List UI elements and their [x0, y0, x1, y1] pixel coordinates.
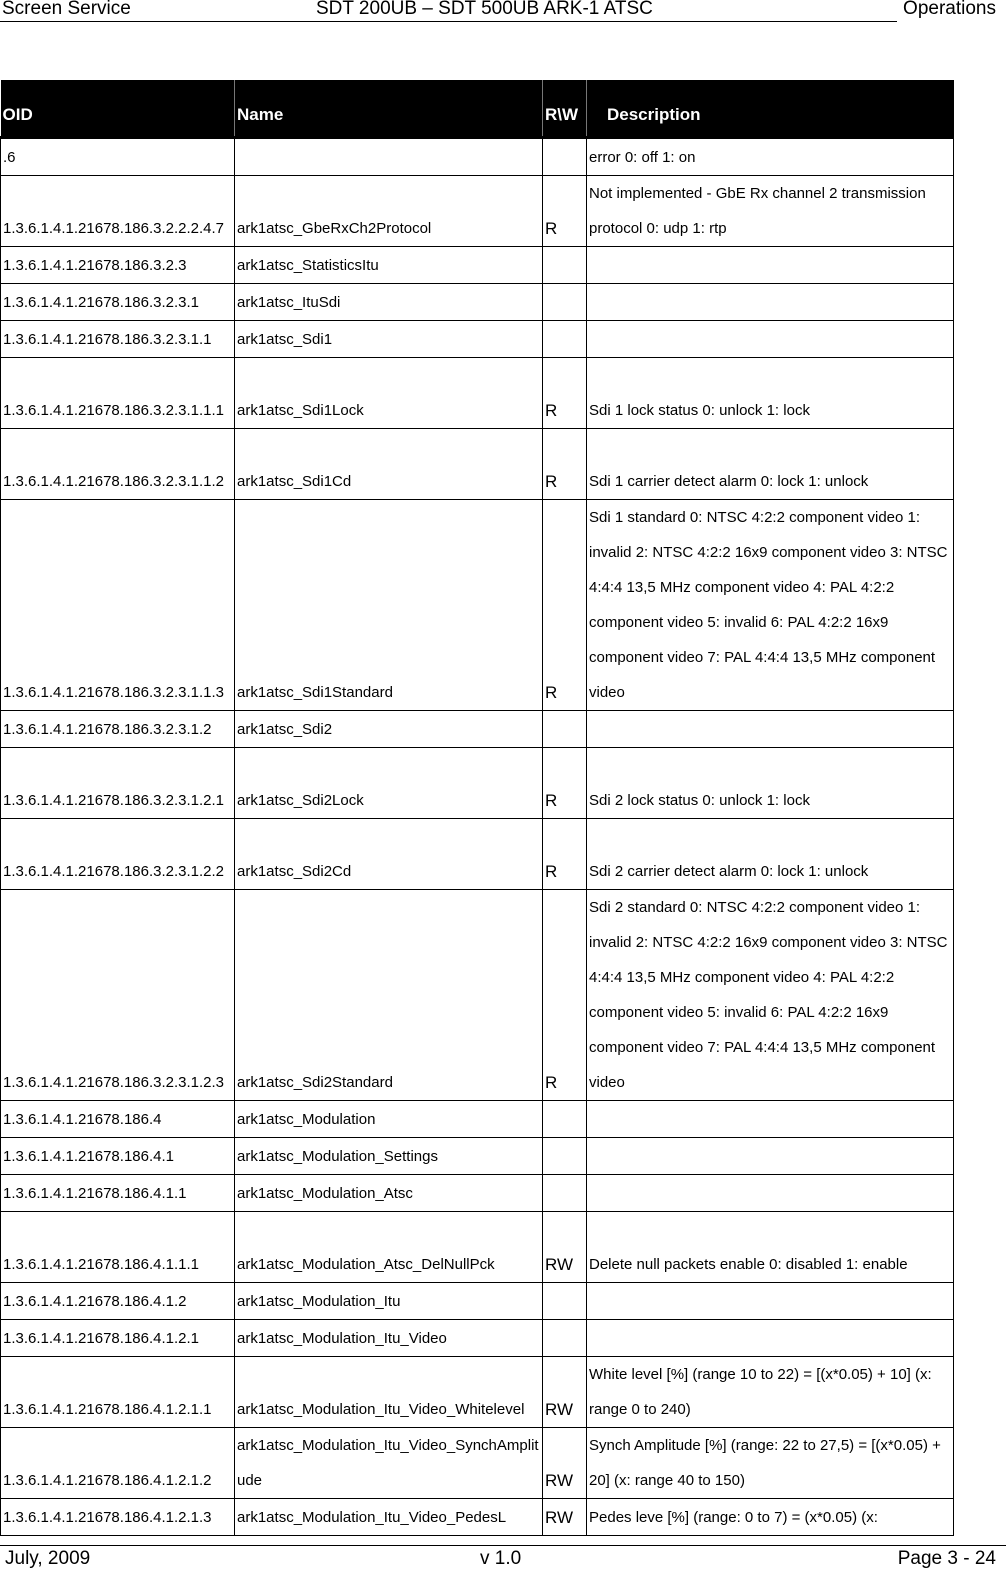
description-cell: Pedes leve [%] (range: 0 to 7) = (x*0.05) (x:	[587, 1499, 954, 1536]
table-row	[1, 1138, 954, 1175]
name-cell: ark1atsc_Modulation_Atsc	[235, 1175, 543, 1212]
table-row	[1, 1212, 954, 1283]
description-cell	[587, 711, 954, 748]
table-row	[1, 1428, 954, 1499]
rw-cell	[543, 321, 587, 358]
name-cell: ark1atsc_Modulation_Itu_Video	[235, 1320, 543, 1357]
description-cell	[587, 1175, 954, 1212]
oid-cell: 1.3.6.1.4.1.21678.186.3.2.2.2.4.7	[1, 176, 235, 247]
name-cell	[235, 138, 543, 176]
table-row	[1, 321, 954, 358]
rw-cell: R	[543, 176, 587, 247]
oid-cell: 1.3.6.1.4.1.21678.186.4.1	[1, 1138, 235, 1175]
table-row	[1, 890, 954, 1101]
table-row	[1, 358, 954, 429]
rw-cell	[543, 138, 587, 176]
column-header-description: Description	[587, 80, 954, 138]
oid-cell: 1.3.6.1.4.1.21678.186.4.1.2.1	[1, 1320, 235, 1357]
name-cell: ark1atsc_Sdi1	[235, 321, 543, 358]
description-cell	[587, 1138, 954, 1175]
oid-cell: 1.3.6.1.4.1.21678.186.4.1.2.1.1	[1, 1357, 235, 1428]
rw-cell	[543, 247, 587, 284]
header-left: Screen Service	[2, 0, 131, 19]
oid-cell: 1.3.6.1.4.1.21678.186.3.2.3.1.1	[1, 321, 235, 358]
column-header-name: Name	[235, 80, 543, 138]
description-cell: error 0: off 1: on	[587, 138, 954, 176]
oid-cell: 1.3.6.1.4.1.21678.186.3.2.3.1.2.1	[1, 748, 235, 819]
description-cell	[587, 1320, 954, 1357]
rw-cell: R	[543, 429, 587, 500]
description-cell: Synch Amplitude [%] (range: 22 to 27,5) = [(x*0.05) + 20] (x: range 40 to 150)	[587, 1428, 954, 1499]
description-cell: Sdi 1 carrier detect alarm 0: lock 1: unlock	[587, 429, 954, 500]
description-cell: White level [%] (range 10 to 22) = [(x*0.05) + 10] (x: range 0 to 240)	[587, 1357, 954, 1428]
table-row	[1, 284, 954, 321]
rw-cell	[543, 284, 587, 321]
footer-date: July, 2009	[5, 1548, 91, 1569]
name-cell: ark1atsc_Modulation_Itu_Video_SynchAmplitude	[235, 1428, 543, 1499]
description-cell: Sdi 2 standard 0: NTSC 4:2:2 component video 1: invalid 2: NTSC 4:2:2 16x9 component video 3: NTSC 4:4:4 13,5 MHz component video 4: PAL 4:2:2 component video 5: invalid 6: PAL 4:2:2 16x9 component video 7: PAL 4:4:4 13,5 MHz component video	[587, 890, 954, 1101]
description-cell: Delete null packets enable 0: disabled 1: enable	[587, 1212, 954, 1283]
oid-cell: 1.3.6.1.4.1.21678.186.3.2.3.1.1.3	[1, 500, 235, 711]
rw-cell: R	[543, 748, 587, 819]
description-cell: Not implemented - GbE Rx channel 2 transmission protocol 0: udp 1: rtp	[587, 176, 954, 247]
description-cell	[587, 321, 954, 358]
rw-cell: RW	[543, 1428, 587, 1499]
table-row	[1, 1175, 954, 1212]
footer-version: v 1.0	[480, 1548, 522, 1569]
table-row	[1, 711, 954, 748]
oid-cell: 1.3.6.1.4.1.21678.186.4.1.2.1.3	[1, 1499, 235, 1536]
name-cell: ark1atsc_Modulation_Itu	[235, 1283, 543, 1320]
table-row	[1, 176, 954, 247]
oid-cell: 1.3.6.1.4.1.21678.186.4.1.1	[1, 1175, 235, 1212]
description-cell: Sdi 1 standard 0: NTSC 4:2:2 component video 1: invalid 2: NTSC 4:2:2 16x9 component video 3: NTSC 4:4:4 13,5 MHz component video 4: PAL 4:2:2 component video 5: invalid 6: PAL 4:2:2 16x9 component video 7: PAL 4:4:4 13,5 MHz component video	[587, 500, 954, 711]
oid-cell: 1.3.6.1.4.1.21678.186.3.2.3.1.1.1	[1, 358, 235, 429]
name-cell: ark1atsc_Sdi1Standard	[235, 500, 543, 711]
rw-cell: R	[543, 890, 587, 1101]
description-cell	[587, 1283, 954, 1320]
name-cell: ark1atsc_StatisticsItu	[235, 247, 543, 284]
rw-cell	[543, 1320, 587, 1357]
header-right: Operations	[903, 0, 996, 19]
oid-cell: 1.3.6.1.4.1.21678.186.4.1.2.1.2	[1, 1428, 235, 1499]
rw-cell: RW	[543, 1357, 587, 1428]
oid-cell: 1.3.6.1.4.1.21678.186.3.2.3.1.2	[1, 711, 235, 748]
header-center: SDT 200UB – SDT 500UB ARK-1 ATSC	[316, 0, 653, 19]
oid-cell: 1.3.6.1.4.1.21678.186.3.2.3.1.1.2	[1, 429, 235, 500]
oid-cell: 1.3.6.1.4.1.21678.186.3.2.3.1.2.3	[1, 890, 235, 1101]
table-header-row	[1, 80, 954, 138]
table-row	[1, 1101, 954, 1138]
table-row	[1, 1357, 954, 1428]
rw-cell: RW	[543, 1499, 587, 1536]
name-cell: ark1atsc_Modulation	[235, 1101, 543, 1138]
header-rule	[0, 21, 897, 22]
table-row	[1, 1499, 954, 1536]
rw-cell: R	[543, 358, 587, 429]
name-cell: ark1atsc_Modulation_Itu_Video_PedesL	[235, 1499, 543, 1536]
rw-cell: RW	[543, 1212, 587, 1283]
oid-cell: .6	[1, 138, 235, 176]
table-row	[1, 748, 954, 819]
name-cell: ark1atsc_Modulation_Itu_Video_Whitelevel	[235, 1357, 543, 1428]
oid-cell: 1.3.6.1.4.1.21678.186.4.1.1.1	[1, 1212, 235, 1283]
page-header	[0, 0, 1006, 22]
oid-cell: 1.3.6.1.4.1.21678.186.3.2.3	[1, 247, 235, 284]
rw-cell	[543, 1283, 587, 1320]
oid-cell: 1.3.6.1.4.1.21678.186.4.1.2	[1, 1283, 235, 1320]
description-cell	[587, 1101, 954, 1138]
table-row	[1, 1283, 954, 1320]
column-header-rw: R\W	[543, 80, 587, 138]
rw-cell: R	[543, 500, 587, 711]
oid-cell: 1.3.6.1.4.1.21678.186.3.2.3.1.2.2	[1, 819, 235, 890]
rw-cell: R	[543, 819, 587, 890]
table-row	[1, 429, 954, 500]
table-row	[1, 138, 954, 176]
column-header-oid: OID	[1, 80, 235, 138]
rw-cell	[543, 1175, 587, 1212]
oid-table	[0, 80, 954, 1536]
oid-cell: 1.3.6.1.4.1.21678.186.3.2.3.1	[1, 284, 235, 321]
name-cell: ark1atsc_Sdi2Cd	[235, 819, 543, 890]
rw-cell	[543, 1138, 587, 1175]
oid-cell: 1.3.6.1.4.1.21678.186.4	[1, 1101, 235, 1138]
rw-cell	[543, 711, 587, 748]
description-cell: Sdi 1 lock status 0: unlock 1: lock	[587, 358, 954, 429]
name-cell: ark1atsc_Sdi2Standard	[235, 890, 543, 1101]
name-cell: ark1atsc_Modulation_Settings	[235, 1138, 543, 1175]
description-cell	[587, 284, 954, 321]
description-cell: Sdi 2 lock status 0: unlock 1: lock	[587, 748, 954, 819]
name-cell: ark1atsc_Sdi2Lock	[235, 748, 543, 819]
description-cell: Sdi 2 carrier detect alarm 0: lock 1: unlock	[587, 819, 954, 890]
name-cell: ark1atsc_Sdi2	[235, 711, 543, 748]
table-row	[1, 1320, 954, 1357]
name-cell: ark1atsc_Sdi1Cd	[235, 429, 543, 500]
name-cell: ark1atsc_Sdi1Lock	[235, 358, 543, 429]
description-cell	[587, 247, 954, 284]
footer-page-number: Page 3 - 24	[897, 1548, 996, 1569]
footer-rule	[0, 1545, 1006, 1546]
name-cell: ark1atsc_GbeRxCh2Protocol	[235, 176, 543, 247]
page-footer	[0, 1545, 1006, 1583]
table-row	[1, 247, 954, 284]
table-row	[1, 500, 954, 711]
table-row	[1, 819, 954, 890]
name-cell: ark1atsc_Modulation_Atsc_DelNullPck	[235, 1212, 543, 1283]
name-cell: ark1atsc_ItuSdi	[235, 284, 543, 321]
rw-cell	[543, 1101, 587, 1138]
